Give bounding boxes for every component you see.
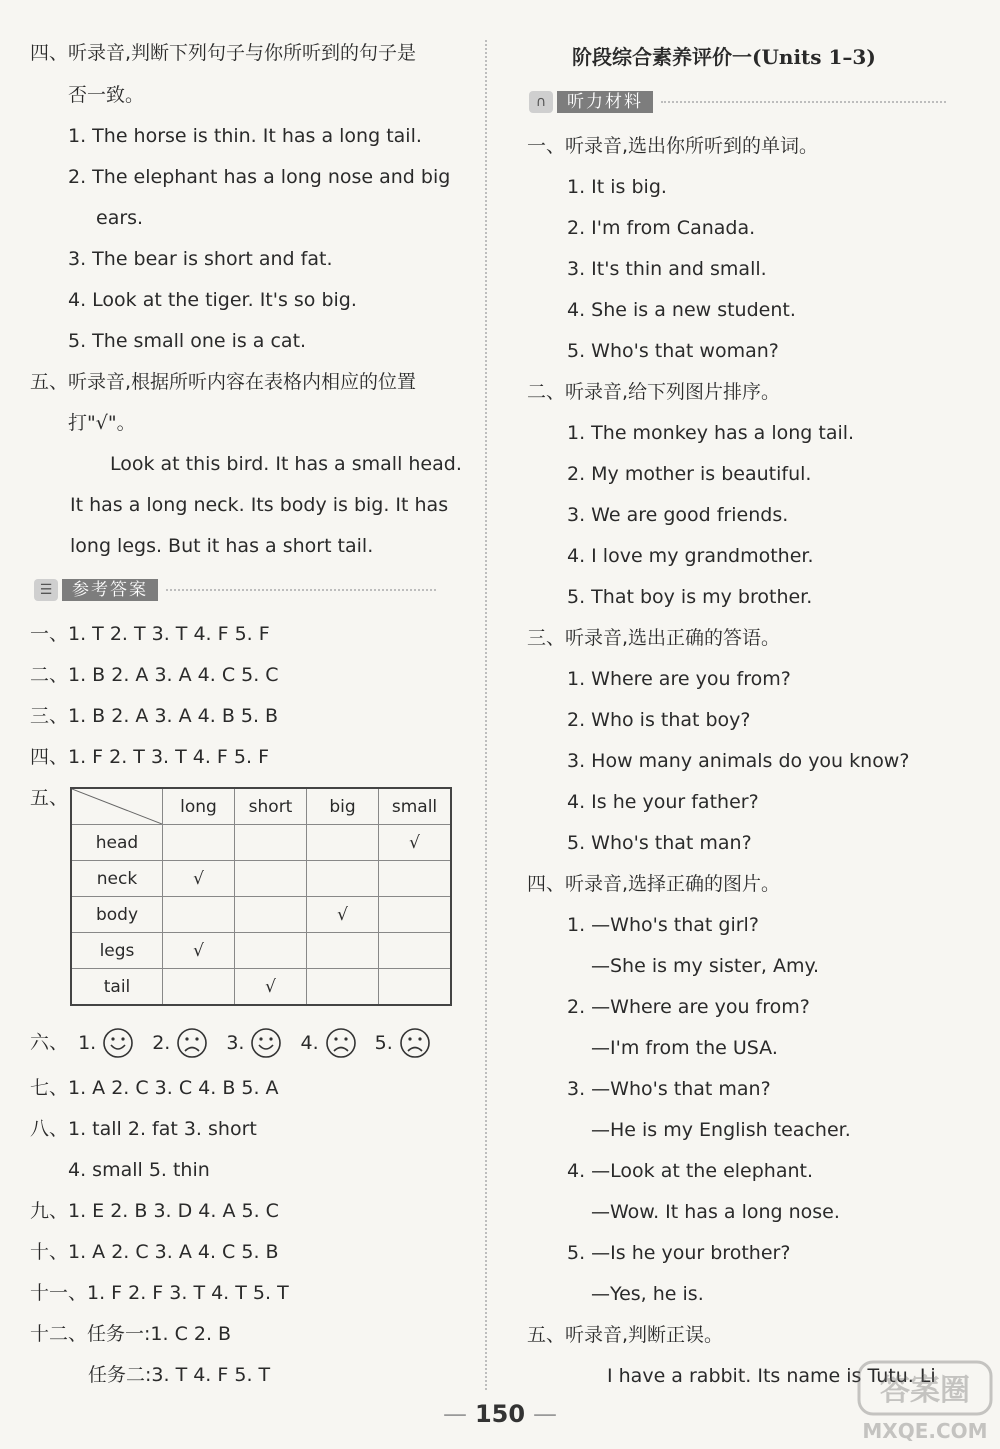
table-cell	[379, 897, 452, 933]
table-cell	[307, 825, 379, 861]
section-title: 一、听录音,选出你所听到的单词。	[527, 135, 819, 157]
list-item: 5. Who's that man?	[567, 832, 752, 854]
faces-label: 六、	[30, 1031, 69, 1054]
list-item: 4. Is he your father?	[567, 791, 759, 813]
row-label: tail	[71, 969, 163, 1006]
column-divider	[485, 40, 487, 1390]
table-cell	[163, 969, 235, 1006]
page-title: 阶段综合素养评价一(Units 1–3)	[572, 45, 876, 69]
section-4-title-cont: 否一致。	[68, 84, 145, 106]
list-item: 4. Look at the tiger. It's so big.	[68, 289, 357, 311]
passage-line: It has a long neck. Its body is big. It has	[70, 494, 449, 516]
list-item: 1. The horse is thin. It has a long tail.	[68, 125, 422, 147]
list-item: 5. —Is he your brother?	[567, 1242, 791, 1264]
table-cell	[235, 825, 307, 861]
list-item: 4. She is a new student.	[567, 299, 796, 321]
face-number: 2.	[152, 1031, 171, 1054]
face-number: 4.	[300, 1031, 319, 1054]
section-title: 五、听录音,判断正误。	[527, 1324, 724, 1346]
table-cell: √	[163, 933, 235, 969]
sad-face-icon	[325, 1027, 357, 1059]
list-item: 3. It's thin and small.	[567, 258, 767, 280]
table-cell	[307, 933, 379, 969]
answer-table	[70, 787, 452, 1006]
list-item: 5. Who's that woman?	[567, 340, 779, 362]
row-label: body	[71, 897, 163, 933]
face-number: 3.	[226, 1031, 245, 1054]
list-item: 5. That boy is my brother.	[567, 586, 813, 608]
table-cell: √	[307, 897, 379, 933]
list-item: 3. We are good friends.	[567, 504, 789, 526]
section-title: 二、听录音,给下列图片排序。	[527, 381, 781, 403]
list-item: 1. The monkey has a long tail.	[567, 422, 855, 444]
answer-tag	[34, 578, 444, 602]
svg-text:答案圈: 答案圈	[880, 1373, 970, 1408]
list-item: 3. The bear is short and fat.	[68, 248, 333, 270]
list-item: ears.	[96, 207, 144, 229]
listen-tag-label: 听力材料	[557, 91, 653, 113]
table-header: short	[235, 788, 307, 825]
passage-line: long legs. But it has a short tail.	[70, 535, 374, 557]
listen-tag	[529, 90, 959, 114]
section-5-title-cont: 打"√"。	[68, 412, 136, 434]
table-cell	[379, 861, 452, 897]
book-icon: ☰	[34, 579, 58, 601]
list-item: 2. The elephant has a long nose and big	[68, 166, 451, 188]
table-header: long	[163, 788, 235, 825]
table-row	[71, 825, 451, 861]
smiley-face-icon	[250, 1027, 282, 1059]
answer-line: 九、1. E 2. B 3. D 4. A 5. C	[30, 1200, 279, 1222]
table-cell: √	[163, 861, 235, 897]
table-cell	[379, 969, 452, 1006]
table-cell	[235, 861, 307, 897]
table-row	[71, 897, 451, 933]
page-number-value: 150	[474, 1400, 526, 1428]
list-item: —Yes, he is.	[591, 1283, 704, 1305]
list-item: 3. —Who's that man?	[567, 1078, 771, 1100]
answer-line: 一、1. T 2. T 3. T 4. F 5. F	[30, 623, 270, 645]
answer-line: 十二、任务一:1. C 2. B	[30, 1323, 232, 1345]
row-label: legs	[71, 933, 163, 969]
section-5-title: 五、听录音,根据所听内容在表格内相应的位置	[30, 371, 417, 393]
table-cell: √	[235, 969, 307, 1006]
table-cell	[235, 933, 307, 969]
answer-line: 二、1. B 2. A 3. A 4. C 5. C	[30, 664, 279, 686]
list-item: 1. Where are you from?	[567, 668, 791, 690]
table-cell: √	[379, 825, 452, 861]
section-title: 四、听录音,选择正确的图片。	[527, 873, 781, 895]
table-row	[71, 861, 451, 897]
row-label: head	[71, 825, 163, 861]
list-item: 2. I'm from Canada.	[567, 217, 756, 239]
answer-line: 七、1. A 2. C 3. C 4. B 5. A	[30, 1077, 279, 1099]
list-item: 3. How many animals do you know?	[567, 750, 910, 772]
list-item: —Wow. It has a long nose.	[591, 1201, 840, 1223]
answer-line: 任务二:3. T 4. F 5. T	[88, 1364, 271, 1386]
table-cell	[235, 897, 307, 933]
face-number: 5.	[374, 1031, 393, 1054]
table-cell	[163, 825, 235, 861]
headphones-icon: ∩	[529, 91, 553, 113]
divider	[166, 589, 436, 591]
list-item: 2. My mother is beautiful.	[567, 463, 812, 485]
answer-line: 十、1. A 2. C 3. A 4. C 5. B	[30, 1241, 279, 1263]
passage-line: Look at this bird. It has a small head.	[110, 453, 462, 475]
section-4-title: 四、听录音,判断下列句子与你所听到的句子是	[30, 42, 417, 64]
sad-face-icon	[399, 1027, 431, 1059]
answer-line: 四、1. F 2. T 3. T 4. F 5. F	[30, 746, 269, 768]
list-item: 4. I love my grandmother.	[567, 545, 814, 567]
list-item: 2. —Where are you from?	[567, 996, 810, 1018]
list-item: —She is my sister, Amy.	[591, 955, 820, 977]
answer-line: 八、1. tall 2. fat 3. short	[30, 1118, 257, 1140]
sad-face-icon	[176, 1027, 208, 1059]
table-cell	[307, 861, 379, 897]
table-row	[71, 969, 451, 1006]
table-header: big	[307, 788, 379, 825]
table-label: 五、	[30, 787, 69, 809]
list-item: 5. The small one is a cat.	[68, 330, 307, 352]
watermark-logo	[855, 1358, 995, 1446]
faces-list	[74, 1032, 431, 1054]
list-item: 2. Who is that boy?	[567, 709, 751, 731]
list-item: —I'm from the USA.	[591, 1037, 778, 1059]
list-item: —He is my English teacher.	[591, 1119, 851, 1141]
face-number: 1.	[78, 1031, 97, 1054]
list-item: I have a rabbit. Its name is Tutu. Li	[607, 1365, 936, 1387]
section-title: 三、听录音,选出正确的答语。	[527, 627, 781, 649]
list-item: 1. —Who's that girl?	[567, 914, 759, 936]
list-item: 4. —Look at the elephant.	[567, 1160, 813, 1182]
table-corner	[71, 788, 163, 825]
table-cell	[307, 969, 379, 1006]
smiley-face-icon	[102, 1027, 134, 1059]
faces-row	[30, 1027, 431, 1059]
list-item: 1. It is big.	[567, 176, 667, 198]
table-cell	[379, 933, 452, 969]
divider	[661, 101, 946, 103]
svg-text:MXQE.COM: MXQE.COM	[862, 1419, 988, 1443]
table-header: small	[379, 788, 452, 825]
table-cell	[163, 897, 235, 933]
answer-line: 三、1. B 2. A 3. A 4. B 5. B	[30, 705, 279, 727]
answer-line: 十一、1. F 2. F 3. T 4. T 5. T	[30, 1282, 289, 1304]
answer-line: 4. small 5. thin	[68, 1159, 210, 1181]
answer-tag-label: 参考答案	[62, 579, 158, 601]
page-number: — 150 —	[442, 1400, 558, 1428]
table-row	[71, 933, 451, 969]
row-label: neck	[71, 861, 163, 897]
